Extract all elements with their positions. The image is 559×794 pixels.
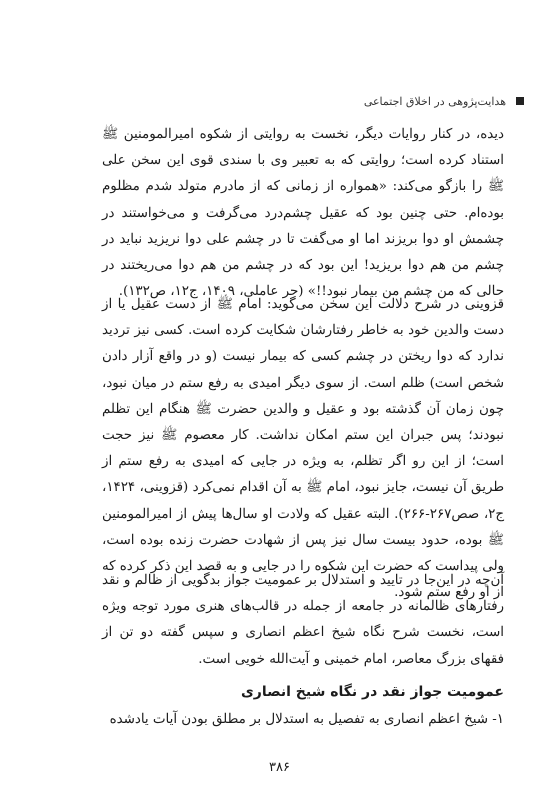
page-marker-square [516,97,524,105]
running-title: هدایت‌پژوهی در اخلاق اجتماعی [363,94,506,108]
paragraph-1: دیده، در کنار روایات دیگر، نخست به روایتی از شکوه امیرالمومنین ﷺ استناد کرده است؛ روایتی که به تعبیر وی با سندی قوی این سخن علی ﷺ را بازگو می‌کند: «همواره از زمانی که از مادرم متولد شدم مظلوم بوده‌ام. حتی چنین بود که عقیل چشم‌درد می‌گرفت و می‌خواستند در چشمش او دوا بریزند اما او می‌گفت تا در چشم علی دوا نریزید نباید در چشم من هم دوا بریزید! این بود که در چشم من هم دوا می‌ریختند در حالی که من چشم من بیمار نبود!!» (حر عاملی، ۱۴۰۹، ج۱۲، ص۱۳۲). [102,127,504,300]
paragraph-3: آن‌چه در این‌جا در تایید و استدلال بر عمومیت جواز بدگویی از ظالم و نقد رفتارهای ظالمانه در جامعه از جمله در قالب‌های هنری مورد توجه ویژه است، نخست شرح نگاه شیخ اعظم انصاری و سپس گفته دو تن از فقهای بزرگ معاصر، امام خمینی و آیت‌الله خویی است. [102,573,504,667]
paragraph-2: قزوینی در شرح دلالت این سخن می‌گوید: امام ﷺ از دست عقیل یا از دست والدین خود به خاطر رفتارشان شکایت کرده است. کسی نیز تردید ندارد که دوا ریختن در چشم کسی که بیمار نیست (و در واقع آزار دادن شخص است) ظلم است. از سوی دیگر امیدی به رفع ستم در میان نبود، چون زمان آن گذشته بود و عقیل و والدین حضرت ﷺ هنگام این تظلم نبودند؛ پس جبران این ستم امکان نداشت. کار معصوم ﷺ نیز حجت است؛ از این رو اگر تظلم، به ویژه در جایی که امیدی به رفع ستم از طریق آن نیست، جایز نبود، امام ﷺ به آن اقدام نمی‌کرد (قزوینی، ۱۴۲۴، ج۲، صص۲۶۷-۲۶۶). البته عقیل که ولادت او سال‌ها پیش از امیرالمومنین ﷺ بوده، حدود بیست سال نیز پس از شهادت حضرت زنده بوده است، ولی پیداست که حضرت این شکوه را در جایی و به قصد این ذکر کرده که از او رفع ستم شود. [101,297,505,601]
page-header [30,93,524,109]
section-heading: عمومیت جواز نقد در نگاه شیخ انصاری [240,684,504,700]
numbered-item-1: ۱- شیخ اعظم انصاری به تفصیل به استدلال بر مطلق بودن آیات یادشده [109,712,504,727]
page-number: ۳۸۶ [269,760,290,775]
